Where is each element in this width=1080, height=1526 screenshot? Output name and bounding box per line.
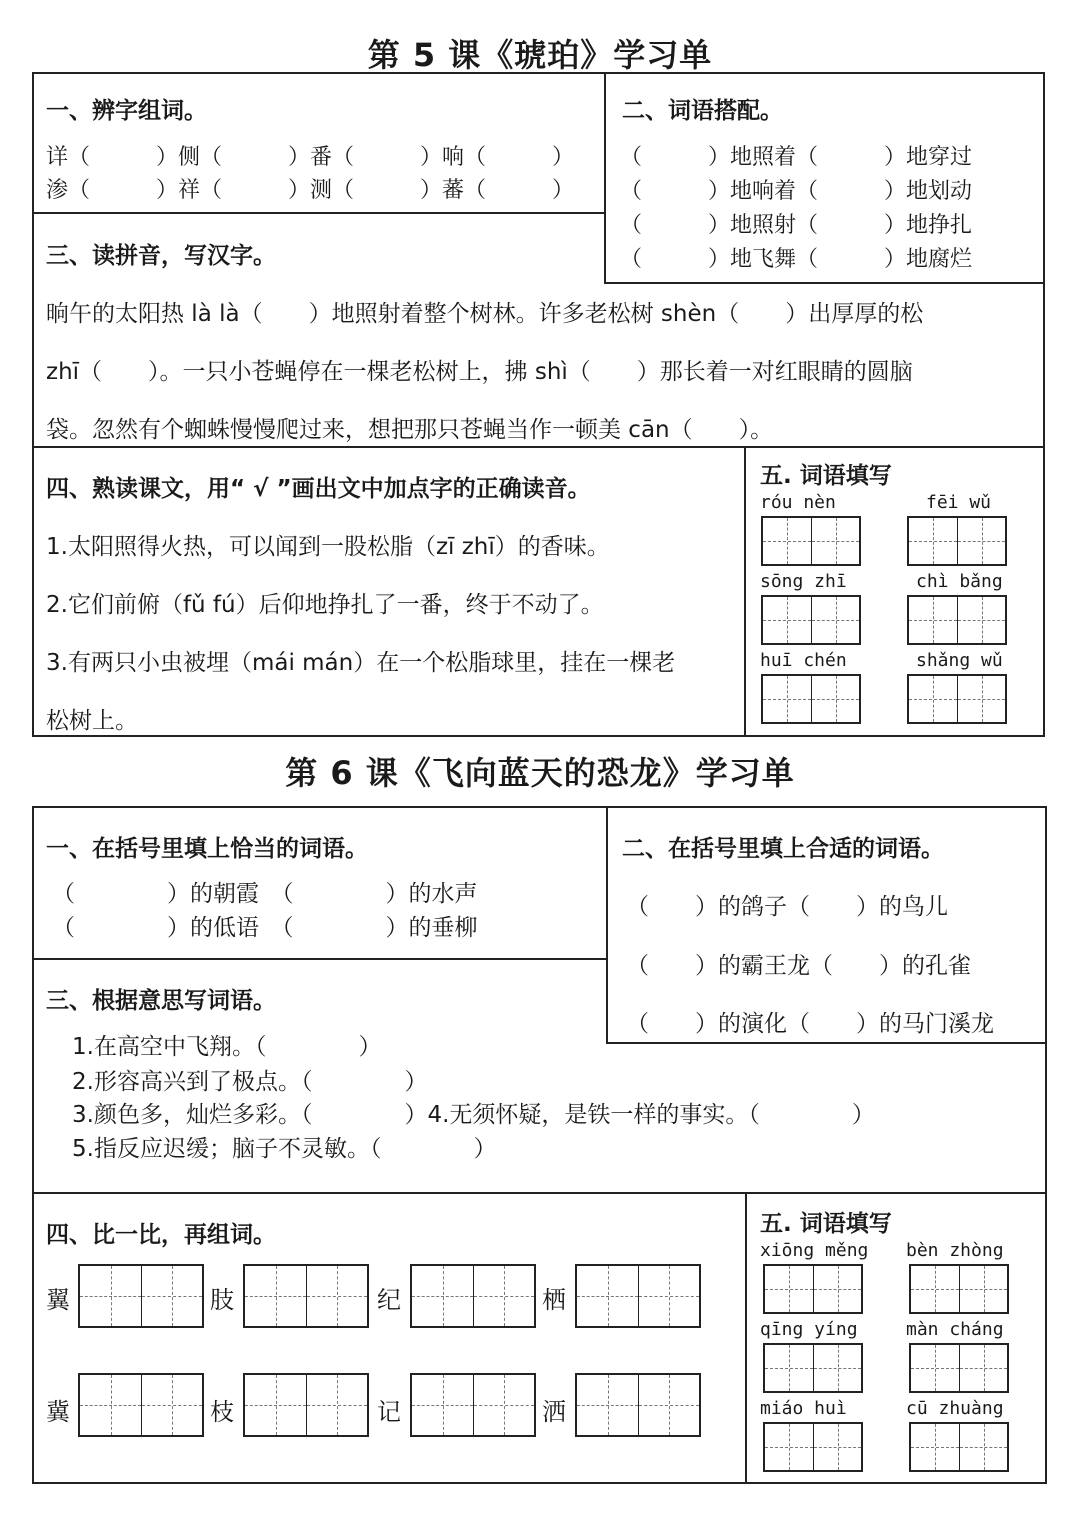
l6-s3-line: 5.指反应迟缓；脑子不灵敏。（ ） (72, 1136, 497, 1162)
l5-divider-3 (744, 446, 746, 737)
l5-s4-heading: 四、熟读课文，用“ √ ”画出文中加点字的正确读音。 (46, 476, 591, 502)
writing-grid[interactable] (909, 1264, 1009, 1314)
l5-s2-row: （ ）地飞舞（ ）地腐烂 (620, 247, 973, 272)
l5-divider-1 (32, 212, 605, 214)
writing-grid[interactable] (78, 1264, 204, 1328)
l5-s3-heading: 三、读拼音，写汉字。 (46, 243, 276, 269)
l6-s1-row: （ ）的朝霞 （ ）的水声 (52, 881, 478, 907)
writing-grid[interactable] (763, 1264, 863, 1314)
writing-grid[interactable] (410, 1264, 536, 1328)
l5-pinyin: huī chén (760, 650, 847, 671)
l6-pinyin: qīng yíng (760, 1319, 858, 1340)
writing-grid[interactable] (410, 1373, 536, 1437)
compare-char: 枝 (210, 1398, 234, 1426)
l5-s2-row: （ ）地照射（ ）地挣扎 (620, 213, 973, 238)
l6-divider-1 (32, 958, 607, 960)
l5-divider-2 (32, 446, 1045, 448)
lesson5-title: 第 5 课《琥珀》学习单 (367, 36, 713, 74)
l6-s4-heading: 四、比一比，再组词。 (46, 1222, 276, 1248)
writing-grid[interactable] (909, 1422, 1009, 1472)
l6-s3-line: 3.颜色多，灿烂多彩。（ ）4.无须怀疑，是铁一样的事实。（ ） (72, 1102, 875, 1128)
l6-s3-line: 2.形容高兴到了极点。（ ） (72, 1069, 428, 1095)
l6-pinyin: miáo huì (760, 1398, 847, 1419)
l5-s3-line: zhī（ ）。一只小苍蝇停在一棵老松树上，拂 shì（ ）那长着一对红眼睛的圆脑 (46, 359, 913, 385)
lesson6-title: 第 6 课《飞向蓝天的恐龙》学习单 (285, 754, 795, 792)
l5-s4-line: 松树上。 (46, 708, 138, 734)
l5-s2-row: （ ）地响着（ ）地划动 (620, 179, 973, 204)
l5-s1-row: 详（ ）侧（ ）番（ ）响（ ） (46, 145, 575, 170)
l5-s2-heading: 二、词语搭配。 (622, 98, 783, 124)
l6-s3-line: 1.在高空中飞翔。（ ） (72, 1034, 382, 1060)
l5-s5-heading: 五. 词语填写 (760, 463, 892, 489)
l5-pinyin: sōng zhī (760, 571, 847, 592)
l6-s2-row: （ ）的霸王龙（ ）的孔雀 (626, 953, 971, 979)
compare-char: 栖 (542, 1286, 566, 1314)
writing-grid[interactable] (243, 1264, 369, 1328)
l5-pinyin: shǎng wǔ (916, 650, 1003, 671)
l5-pinyin: chì bǎng (916, 571, 1003, 592)
l5-s4-line: 2.它们前俯（fǔ fú）后仰地挣扎了一番，终于不动了。 (46, 592, 604, 618)
writing-grid[interactable] (907, 674, 1007, 724)
l6-s5-heading: 五. 词语填写 (760, 1211, 892, 1237)
l5-s1-heading: 一、辨字组词。 (46, 98, 207, 124)
l6-s2-row: （ ）的演化（ ）的马门溪龙 (626, 1011, 994, 1037)
l6-s2-row: （ ）的鸽子（ ）的鸟儿 (626, 894, 948, 920)
compare-char: 肢 (210, 1286, 234, 1314)
writing-grid[interactable] (761, 516, 861, 566)
writing-grid[interactable] (575, 1373, 701, 1437)
writing-grid[interactable] (763, 1422, 863, 1472)
writing-grid[interactable] (78, 1373, 204, 1437)
l6-pinyin: xiōng měng (760, 1240, 869, 1261)
l6-pinyin: cū zhuàng (906, 1398, 1004, 1419)
writing-grid[interactable] (907, 595, 1007, 645)
l6-pinyin: bèn zhòng (906, 1240, 1004, 1261)
writing-grid[interactable] (909, 1343, 1009, 1393)
compare-char: 翼 (46, 1286, 70, 1314)
l6-divider-3 (745, 1192, 747, 1484)
l6-s1-heading: 一、在括号里填上恰当的词语。 (46, 836, 368, 862)
l5-s3-line: 袋。忽然有个蜘蛛慢慢爬过来，想把那只苍蝇当作一顿美 cān（ ）。 (46, 417, 774, 443)
l5-s1-row: 渗（ ）祥（ ）测（ ）蕃（ ） (46, 178, 575, 203)
compare-char: 洒 (542, 1398, 566, 1426)
compare-char: 记 (377, 1398, 401, 1426)
compare-char: 纪 (377, 1286, 401, 1314)
l5-s2-row: （ ）地照着（ ）地穿过 (620, 145, 973, 170)
l5-s3-line: 晌午的太阳热 là là（ ）地照射着整个树林。许多老松树 shèn（ ）出厚厚的松 (46, 301, 924, 327)
l6-s3-heading: 三、根据意思写词语。 (46, 988, 276, 1014)
compare-char: 冀 (46, 1398, 70, 1426)
l5-pinyin: róu nèn (760, 492, 836, 513)
writing-grid[interactable] (907, 516, 1007, 566)
l6-divider-2 (32, 1192, 1047, 1194)
l6-s2-heading: 二、在括号里填上合适的词语。 (622, 836, 944, 862)
l5-s4-line: 1.太阳照得火热，可以闻到一股松脂（zī zhī）的香味。 (46, 534, 610, 560)
writing-grid[interactable] (761, 595, 861, 645)
l6-s1-row: （ ）的低语 （ ）的垂柳 (52, 915, 478, 941)
l5-pinyin: fēi wǔ (926, 492, 992, 513)
l5-s4-line: 3.有两只小虫被埋（mái mán）在一个松脂球里，挂在一棵老 (46, 650, 676, 676)
writing-grid[interactable] (243, 1373, 369, 1437)
l6-pinyin: màn cháng (906, 1319, 1004, 1340)
writing-grid[interactable] (575, 1264, 701, 1328)
writing-grid[interactable] (763, 1343, 863, 1393)
writing-grid[interactable] (761, 674, 861, 724)
